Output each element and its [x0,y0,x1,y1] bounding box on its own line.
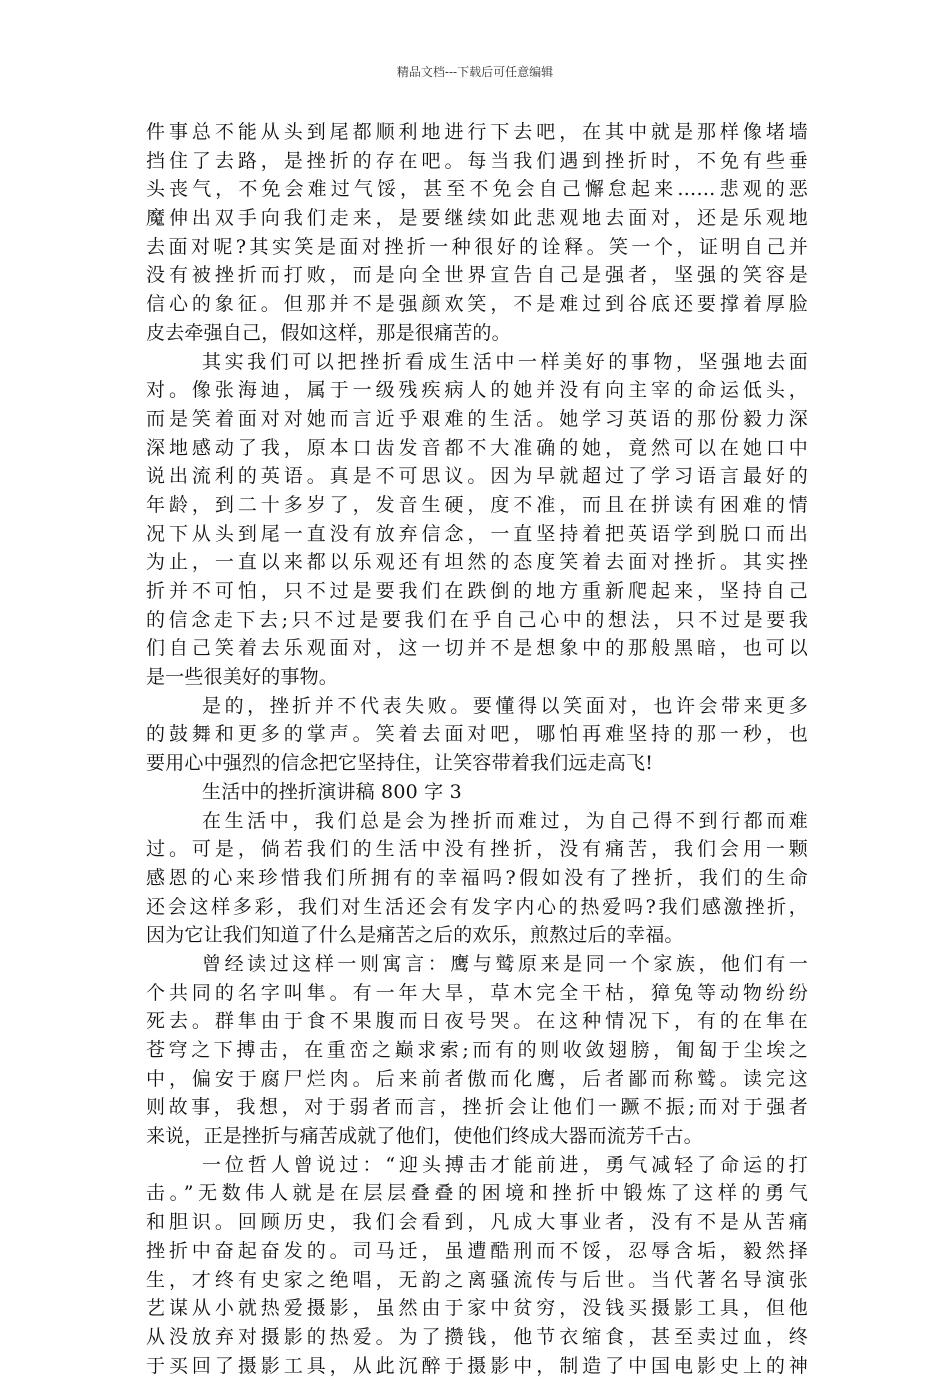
text-line: 于买回了摄影工具，从此沉醉于摄影中，制造了中国电影史上的神 [146,1354,808,1377]
text-line: 挫折中奋起奋发的。司马迁，虽遭酷刑而不馁，忍辱含垢，毅然择 [146,1239,808,1262]
text-line: 魔伸出双手向我们走来，是要继续如此悲观地去面对，还是乐观地 [146,207,808,230]
text-line: 信心的象征。但那并不是强颜欢笑，不是难过到谷底还要撑着厚脸 [146,293,808,316]
text-line: 来说，正是挫折与痛苦成就了他们，使他们终成大器而流芳千古。 [146,1125,703,1148]
document-body [146,118,808,1380]
text-line: 中，偏安于腐尸烂肉。后来前者傲而化鹰，后者鄙而称鹫。读完这 [146,1067,808,1090]
text-line: 头丧气，不免会难过气馁，甚至不免会自己懈怠起来……悲观的恶 [146,178,808,201]
text-line: 深地感动了我，原本口齿发音都不大准确的她，竟然可以在她口中 [146,436,808,459]
text-line: 们自己笑着去乐观面对，这一切并不是想象中的那般黑暗，也可以 [146,637,808,660]
text-line: 在生活中，我们总是会为挫折而难过，为自己得不到行都而难 [202,809,808,832]
text-line: 要用心中强烈的信念把它坚持住，让笑容带着我们远走高飞! [146,752,654,775]
text-line: 其实我们可以把挫折看成生活中一样美好的事物，坚强地去面 [202,350,808,373]
text-line: 从没放弃对摄影的热爱。为了攒钱，他节衣缩食，甚至卖过血，终 [146,1325,808,1348]
text-line: 是一些很美好的事物。 [146,666,339,689]
text-line: 感恩的心来珍惜我们所拥有的幸福吗?假如没有了挫折，我们的生命 [146,866,808,889]
text-line: 还会这样多彩，我们对生活还会有发字内心的热爱吗?我们感激挫折， [146,895,808,918]
text-line: 生活中的挫折演讲稿 800 字 3 [202,780,462,803]
text-line: 对。像张海迪，属于一级残疾病人的她并没有向主宰的命运低头， [146,379,808,402]
text-line: 说出流利的英语。真是不可思议。因为早就超过了学习语言最好的 [146,465,808,488]
text-line: 为止，一直以来都以乐观还有坦然的态度笑着去面对挫折。其实挫 [146,551,808,574]
text-line: 年龄，到二十多岁了，发音生硬，度不准，而且在拼读有困难的情 [146,493,808,516]
text-line: 生，才终有史家之绝唱，无韵之离骚流传与后世。当代著名导演张 [146,1268,808,1291]
text-line: 是的，挫折并不代表失败。要懂得以笑面对，也许会带来更多 [202,694,808,717]
text-line: 而是笑着面对对她而言近乎艰难的生活。她学习英语的那份毅力深 [146,407,808,430]
page-header: 精品文档---下载后可任意编辑 [396,65,554,79]
text-line: 死去。群隼由于食不果腹而日夜号哭。在这种情况下，有的在隼在 [146,1010,808,1033]
text-line: 因为它让我们知道了什么是痛苦之后的欢乐，煎熬过后的幸福。 [146,924,684,947]
text-line: 和胆识。回顾历史，我们会看到，凡成大事业者，没有不是从苦痛 [146,1211,808,1234]
text-line: 一位哲人曾说过：“迎头搏击才能前进，勇气减轻了命运的打 [202,1153,808,1176]
text-line: 去面对呢?其实笑是面对挫折一种很好的诠释。笑一个，证明自己并 [146,235,808,258]
text-line: 折并不可怕，只不过是要我们在跌倒的地方重新爬起来，坚持自己 [146,580,808,602]
text-line: 况下从头到尾一直没有放弃信念，一直坚持着把英语学到脱口而出 [146,522,808,545]
text-line: 的信念走下去;只不过是要我们在乎自己心中的想法，只不过是要我 [146,608,808,631]
text-line: 件事总不能从头到尾都顺利地进行下去吧，在其中就是那样像堵墙 [146,121,808,143]
text-line: 苍穹之下搏击，在重峦之巅求索;而有的则收敛翅膀，匍匐于尘埃之 [146,1039,808,1061]
text-line: 过。可是，倘若我们的生活中没有挫折，没有痛苦，我们会用一颗 [146,838,808,861]
text-line: 曾经读过这样一则寓言：鹰与鹫原来是同一个家族，他们有一 [202,952,808,975]
text-line: 的鼓舞和更多的掌声。笑着去面对吧，哪怕再难坚持的那一秒，也 [146,723,808,746]
text-line: 没有被挫折而打败，而是向全世界宣告自己是强者，坚强的笑容是 [146,264,808,287]
text-line: 皮去牵强自己，假如这样，那是很痛苦的。 [146,321,511,344]
text-line: 艺谋从小就热爱摄影，虽然由于家中贫穷，没钱买摄影工具，但他 [146,1297,808,1320]
text-line: 挡住了去路，是挫折的存在吧。每当我们遇到挫折时，不免有些垂 [146,149,808,172]
text-line: 个共同的名字叫隼。有一年大旱，草木完全干枯，獐兔等动物纷纷 [146,981,808,1004]
text-line: 击。”无数伟人就是在层层叠叠的困境和挫折中锻炼了这样的勇气 [146,1182,808,1205]
text-line: 则故事，我想，对于弱者而言，挫折会让他们一蹶不振;而对于强者 [146,1096,808,1119]
